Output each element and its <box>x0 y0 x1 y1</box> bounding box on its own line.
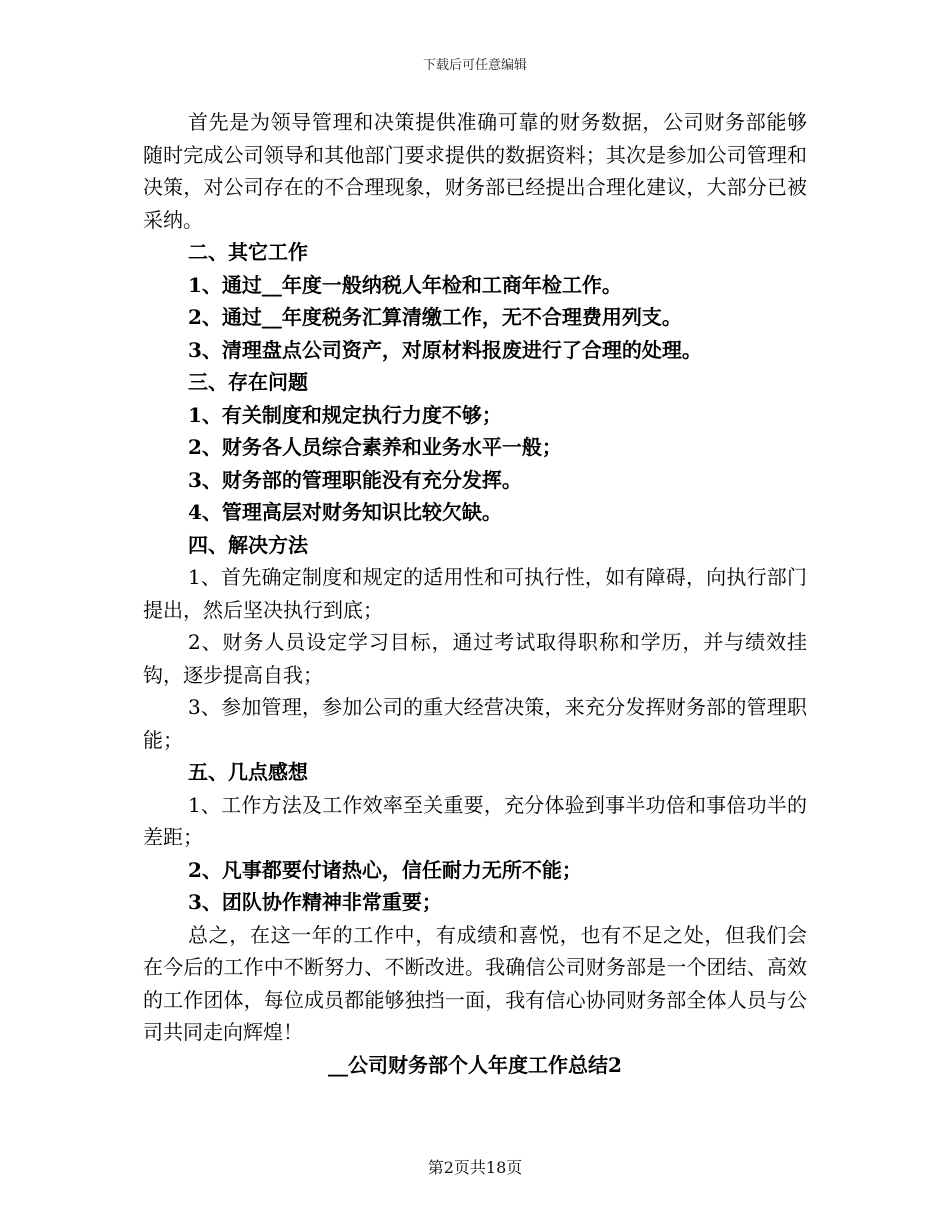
paragraph-12: 2、财务人员设定学习目标，通过考试取得职称和学历，并与绩效挂钩，逐步提高自我； <box>143 630 807 687</box>
paragraph-8: 3、财务部的管理职能没有充分发挥。 <box>188 467 522 492</box>
header-note: 下载后可任意编辑 <box>422 58 527 73</box>
paragraph-16: 2、凡事都要付诸热心，信任耐力无所不能； <box>188 857 582 882</box>
paragraph-4: 3、清理盘点公司资产，对原材料报废进行了合理的处理。 <box>188 337 702 362</box>
paragraph-11: 1、首先确定制度和规定的适用性和可执行性，如有障碍，向执行部门提出，然后坚决执行到底； <box>143 565 807 622</box>
heading-reflections: 五、几点感想 <box>188 760 308 784</box>
paragraph-13: 3、参加管理，参加公司的重大经营决策，来充分发挥财务部的管理职能； <box>143 695 807 752</box>
heading-problems: 三、存在问题 <box>188 370 308 394</box>
heading-other-work: 二、其它工作 <box>188 240 308 264</box>
paragraph-conclusion: 总之，在这一年的工作中，有成绩和喜悦，也有不足之处，但我们会在今后的工作中不断努力、不断改进。我确信公司财务部是一个团结、高效的工作团体，每位成员都能够独挡一面，我有信心协同财务部全体人员与公司共同走向辉煌！ <box>143 922 807 1044</box>
paragraph-0: 首先是为领导管理和决策提供准确可靠的财务数据，公司财务部能够随时完成公司领导和其他部门要求提供的数据资料；其次是参加公司管理和决策，对公司存在的不合理现象，财务部已经提出合理化建议，大部分已被采纳。 <box>143 110 807 232</box>
document-body <box>143 106 807 1081</box>
paragraph-15: 1、工作方法及工作效率至关重要，充分体验到事半功倍和事倍功半的差距； <box>143 792 807 849</box>
paragraph-9: 4、管理高层对财务知识比较欠缺。 <box>188 500 502 524</box>
paragraph-17: 3、团队协作精神非常重要； <box>188 890 442 914</box>
paragraph-3: 2、通过__年度税务汇算清缴工作，无不合理费用列支。 <box>188 305 682 329</box>
section-title: __公司财务部个人年度工作总结2 <box>328 1052 622 1077</box>
paragraph-6: 1、有关制度和规定执行力度不够； <box>188 402 502 427</box>
heading-solutions: 四、解决方法 <box>188 532 308 557</box>
paragraph-7: 2、财务各人员综合素养和业务水平一般； <box>188 435 562 459</box>
page-footer: 第2页共18页 <box>427 1158 523 1177</box>
paragraph-2: 1、通过__年度一般纳税人年检和工商年检工作。 <box>188 272 622 297</box>
